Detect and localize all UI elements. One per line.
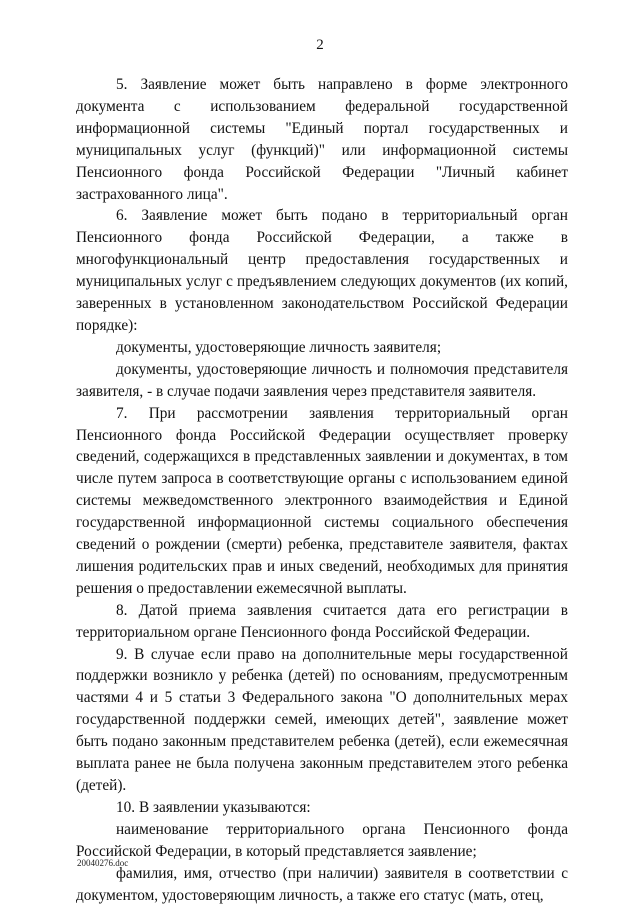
paragraph-7: 7. При рассмотрении заявления территориальный орган Пенсионного фонда Российской Федерации осуществляет проверку сведений, содержащихся в представленных заявлении и документах, в том числе путем запроса в соответствующие органы с использованием единой системы межведомственного электронного взаимодействия и Единой государственной информационной системы социального обеспечения сведений о рождении (смерти) ребенка, представителе заявителя, фактах лишения родительских прав и иных сведений, необходимых для принятия решения о предоставлении ежемесячной выплаты. <box>76 404 568 597</box>
paragraph-6: 6. Заявление может быть подано в территориальный орган Пенсионного фонда Российской Федерации, а также в многофункциональный центр предоставления государственных и муниципальных услуг с предъявлением следующих документов (их копий, заверенных в установленном законодательством Российской Федерации порядке): <box>76 207 568 334</box>
list-item-territorial-body: наименование территориального органа Пенсионного фонда Российской Федерации, в который представляется заявление; <box>76 820 568 860</box>
document-body <box>76 74 568 906</box>
paragraph-5: 5. Заявление может быть направлено в форме электронного документа с использованием федеральной государственной информационной системы "Единый портал государственных и муниципальных услуг (функций)" или информационной системы Пенсионного фонда Российской Федерации "Личный кабинет застрахованного лица". <box>76 76 568 203</box>
list-item-representative-documents: документы, удостоверяющие личность и полномочия представителя заявителя, - в случае подачи заявления через представителя заявителя. <box>76 360 568 400</box>
list-item-applicant-name: фамилия, имя, отчество (при наличии) заявителя в соответствии с документом, удостоверяющим личность, а также его статус (мать, отец, <box>76 864 568 904</box>
paragraph-8: 8. Датой приема заявления считается дата его регистрации в территориальном органе Пенсионного фонда Российской Федерации. <box>76 601 568 641</box>
paragraph-9: 9. В случае если право на дополнительные меры государственной поддержки возникло у ребенка (детей) по основаниям, предусмотренным частями 4 и 5 статьи 3 Федерального закона "О дополнительных мерах государственной поддержки семей, имеющих детей", заявление может быть подано законным представителем ребенка (детей), если ежемесячная выплата ранее не была получена законным представителем этого ребенка (детей). <box>76 645 568 794</box>
paragraph-10: 10. В заявлении указываются: <box>116 798 311 816</box>
list-item-identity-documents: документы, удостоверяющие личность заявителя; <box>116 338 442 356</box>
page-number: 2 <box>316 37 324 53</box>
footer-file-code: 20040276.doc <box>77 858 129 868</box>
